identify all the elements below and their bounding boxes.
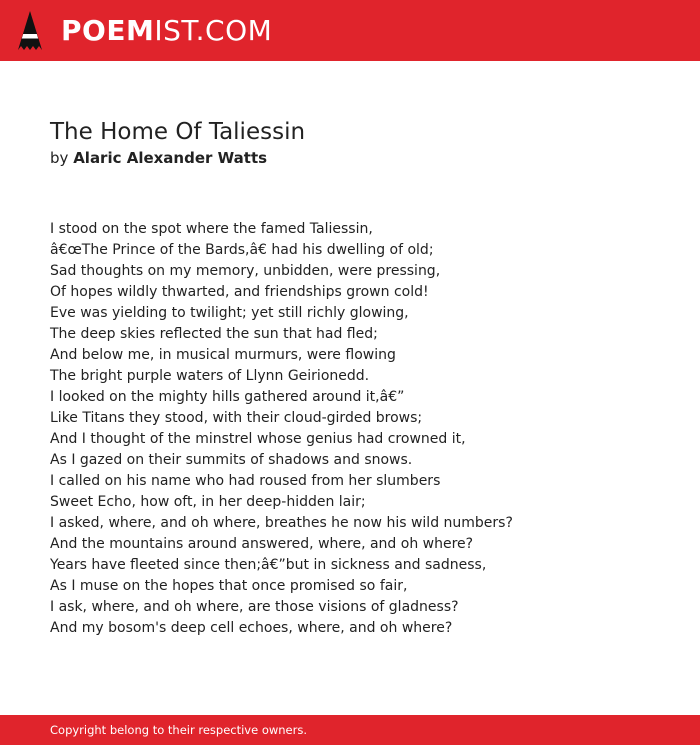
logo-wordmark [61,14,273,47]
poem-line: I looked on the mighty hills gathered around it,â€” [50,389,405,405]
poem-line: As I muse on the hopes that once promised so fair, [50,578,408,594]
site-header [0,0,700,61]
poem-byline [50,148,670,168]
poem-line: The bright purple waters of Llynn Geirionedd. [50,368,370,384]
copyright-text: Copyright belong to their respective owners. [50,723,308,737]
poem-line: The deep skies reflected the sun that had fled; [50,326,378,342]
site-logo-link[interactable] [17,9,272,53]
poem-line: Sad thoughts on my memory, unbidden, were pressing, [50,263,441,279]
pencil-icon [17,10,43,52]
poem-line: And the mountains around answered, where, and oh where? [50,536,474,552]
poem-line: I ask, where, and oh where, are those visions of gladness? [50,599,459,615]
byline-label: by [50,149,69,167]
poem-line: Like Titans they stood, with their cloud-girded brows; [50,410,423,426]
poem-author: Alaric Alexander Watts [73,149,268,167]
site-footer [0,715,700,745]
poem-line: Of hopes wildly thwarted, and friendships grown cold! [50,284,429,300]
logo-text-bold: POEM [61,14,155,47]
poem-line: I asked, where, and oh where, breathes he now his wild numbers? [50,515,513,531]
poem-line: I stood on the spot where the famed Taliessin, [50,221,373,237]
poem-line: And below me, in musical murmurs, were flowing [50,347,396,363]
logo-text-light: IST.COM [154,14,273,47]
poem-line: Years have fleeted since then;â€”but in sickness and sadness, [50,557,487,573]
poem-line: I called on his name who had roused from her slumbers [50,473,441,489]
poem-line: And my bosom's deep cell echoes, where, and oh where? [50,620,453,636]
poem-header [50,117,670,168]
poem-line: Sweet Echo, how oft, in her deep-hidden lair; [50,494,366,510]
poem-body [50,219,670,639]
poem-title: The Home Of Taliessin [50,119,306,145]
poem-line: As I gazed on their summits of shadows and snows. [50,452,413,468]
poem-line: And I thought of the minstrel whose genius had crowned it, [50,431,466,447]
poem-line: â€œThe Prince of the Bards,â€ had his dwelling of old; [50,242,434,258]
poem-line: Eve was yielding to twilight; yet still richly glowing, [50,305,409,321]
